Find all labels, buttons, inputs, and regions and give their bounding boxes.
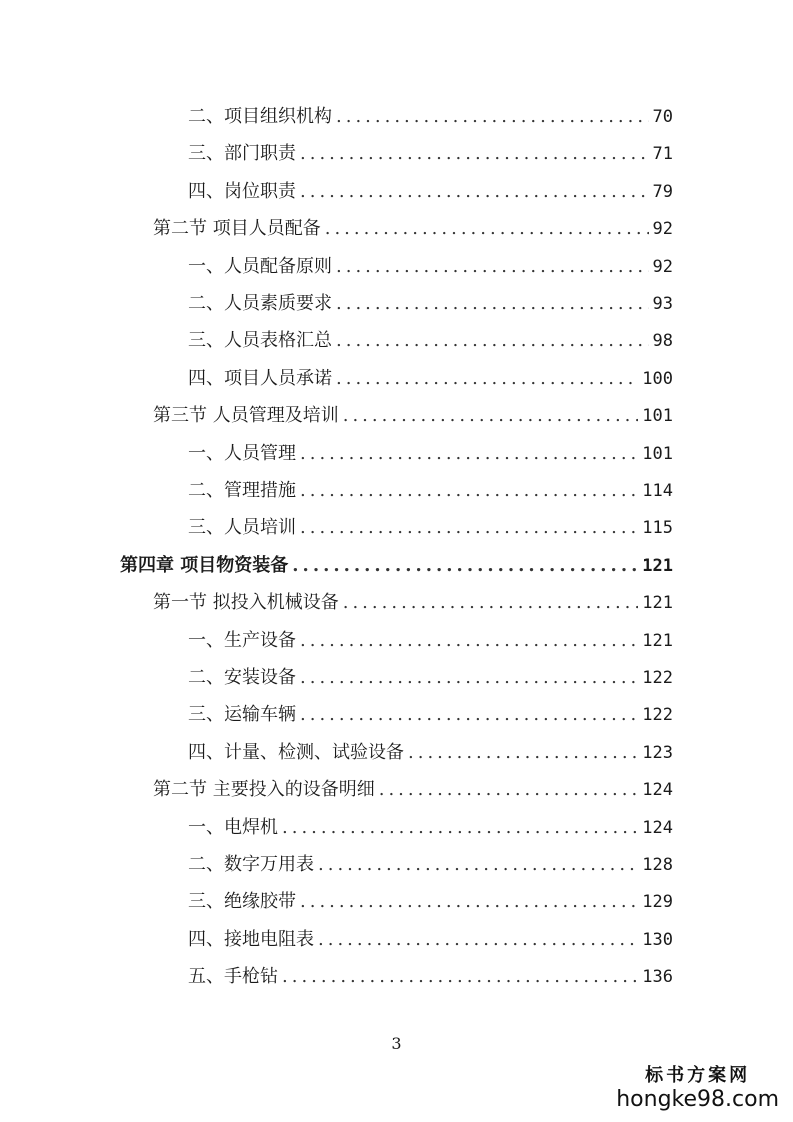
toc-leader-dots bbox=[318, 854, 638, 875]
toc-entry-page-number: 124 bbox=[642, 780, 673, 801]
toc-entry-title: 三、绝缘胶带 bbox=[188, 891, 296, 913]
toc-leader-dots bbox=[325, 218, 649, 239]
toc-leader-dots bbox=[343, 592, 639, 613]
toc-entry[interactable] bbox=[188, 663, 673, 693]
toc-entry-page-number: 121 bbox=[642, 630, 673, 651]
toc-entry-title: 第二节 主要投入的设备明细 bbox=[153, 779, 375, 801]
toc-entry[interactable] bbox=[188, 887, 673, 917]
toc-leader-dots bbox=[300, 480, 638, 501]
toc-entry[interactable] bbox=[188, 850, 673, 880]
toc-entry-title: 四、计量、检测、试验设备 bbox=[188, 741, 404, 763]
toc-leader-dots bbox=[300, 517, 638, 538]
toc-entry[interactable] bbox=[188, 700, 673, 730]
watermark-site-name: 标书方案网 bbox=[645, 1065, 751, 1086]
toc-leader-dots bbox=[300, 143, 649, 164]
toc-entry-page-number: 93 bbox=[652, 294, 673, 314]
toc-leader-dots bbox=[282, 817, 638, 838]
toc-entry-title: 三、运输车辆 bbox=[188, 704, 296, 726]
toc-entry-title: 二、管理措施 bbox=[188, 480, 296, 501]
toc-entry[interactable] bbox=[188, 364, 673, 394]
toc-leader-dots bbox=[336, 368, 638, 389]
toc-entry-page-number: 124 bbox=[642, 817, 673, 838]
toc-entry-page-number: 101 bbox=[642, 406, 673, 427]
toc-entry-title: 二、项目组织机构 bbox=[188, 106, 332, 127]
toc-entry-page-number: 128 bbox=[642, 855, 673, 875]
toc-entry-title: 一、生产设备 bbox=[188, 629, 296, 651]
toc-entry-page-number: 121 bbox=[642, 593, 673, 614]
toc-entry[interactable] bbox=[188, 139, 673, 169]
toc-entry-title: 四、接地电阻表 bbox=[188, 928, 314, 950]
toc-leader-dots bbox=[336, 293, 649, 314]
toc-entry-title: 四、岗位职责 bbox=[188, 180, 296, 202]
toc-entry-title: 第二节 项目人员配备 bbox=[153, 218, 321, 240]
toc-entry-title: 三、人员培训 bbox=[188, 517, 296, 539]
toc-entry-title: 一、人员管理 bbox=[188, 442, 296, 464]
toc-leader-dots bbox=[300, 630, 638, 651]
toc-entry[interactable] bbox=[188, 813, 673, 843]
toc-entry-title: 第一节 拟投入机械设备 bbox=[153, 592, 339, 614]
toc-entry-page-number: 130 bbox=[642, 929, 673, 950]
toc-entry[interactable] bbox=[153, 214, 673, 244]
toc-entry-title: 五、手枪钻 bbox=[188, 966, 278, 988]
toc-entry[interactable] bbox=[153, 775, 673, 805]
toc-leader-dots bbox=[292, 555, 638, 576]
toc-entry-page-number: 92 bbox=[652, 219, 673, 240]
watermark bbox=[616, 1061, 779, 1112]
toc-entry-page-number: 101 bbox=[642, 443, 673, 464]
toc-entry-title: 二、人员素质要求 bbox=[188, 293, 332, 314]
toc-leader-dots bbox=[300, 667, 638, 688]
toc-entry-title: 第三节 人员管理及培训 bbox=[153, 405, 339, 427]
toc-entry-title: 一、人员配备原则 bbox=[188, 255, 332, 277]
toc-entry-title: 二、数字万用表 bbox=[188, 854, 314, 875]
toc-entry[interactable] bbox=[188, 476, 673, 506]
toc-entry[interactable] bbox=[188, 326, 673, 356]
toc-entry[interactable] bbox=[188, 439, 673, 469]
toc-leader-dots bbox=[318, 929, 638, 950]
toc-entry[interactable] bbox=[188, 289, 673, 319]
toc-entry-page-number: 115 bbox=[642, 518, 673, 539]
toc-leader-dots bbox=[300, 181, 649, 202]
toc-entry-page-number: 122 bbox=[642, 668, 673, 688]
toc-entry-title: 四、项目人员承诺 bbox=[188, 367, 332, 389]
toc-entry[interactable] bbox=[188, 738, 673, 768]
toc-entry-page-number: 136 bbox=[642, 967, 673, 988]
toc-entry-page-number: 92 bbox=[652, 256, 673, 277]
toc-entry-page-number: 114 bbox=[642, 481, 673, 501]
toc-entry[interactable] bbox=[188, 626, 673, 656]
toc-leader-dots bbox=[300, 704, 638, 725]
toc-entry-title: 第四章 项目物资装备 bbox=[120, 554, 289, 576]
toc-entry[interactable] bbox=[188, 925, 673, 955]
toc-entry[interactable] bbox=[120, 551, 673, 581]
toc-leader-dots bbox=[300, 891, 638, 912]
toc-leader-dots bbox=[343, 405, 639, 426]
toc-entry-page-number: 123 bbox=[642, 742, 673, 763]
toc-entry-title: 一、电焊机 bbox=[188, 816, 278, 838]
toc-entry-page-number: 129 bbox=[642, 892, 673, 913]
toc-entry[interactable] bbox=[188, 102, 673, 132]
watermark-url: hongke98.com bbox=[616, 1087, 779, 1112]
toc-entry[interactable] bbox=[188, 252, 673, 282]
toc-leader-dots bbox=[336, 330, 649, 351]
toc-entry-page-number: 121 bbox=[642, 555, 673, 576]
toc-leader-dots bbox=[408, 742, 638, 763]
toc-entry[interactable] bbox=[188, 513, 673, 543]
page-number: 3 bbox=[391, 1034, 402, 1053]
toc-entry-page-number: 70 bbox=[652, 107, 673, 127]
toc-entry-page-number: 98 bbox=[652, 331, 673, 352]
toc-entry-page-number: 122 bbox=[642, 705, 673, 726]
toc-entry[interactable] bbox=[153, 401, 673, 431]
toc-leader-dots bbox=[379, 779, 639, 800]
toc-leader-dots bbox=[300, 443, 638, 464]
toc-entry[interactable] bbox=[188, 177, 673, 207]
toc-entry-title: 二、安装设备 bbox=[188, 667, 296, 688]
toc-entry[interactable] bbox=[153, 588, 673, 618]
toc-entry-title: 三、人员表格汇总 bbox=[188, 330, 332, 352]
toc-leader-dots bbox=[282, 966, 638, 987]
toc-leader-dots bbox=[336, 106, 649, 127]
toc-entry-page-number: 79 bbox=[652, 181, 673, 202]
toc-leader-dots bbox=[336, 256, 649, 277]
toc-entry-page-number: 100 bbox=[642, 368, 673, 389]
toc-entry[interactable] bbox=[188, 962, 673, 992]
toc-entry-title: 三、部门职责 bbox=[188, 143, 296, 165]
toc-entry-page-number: 71 bbox=[652, 144, 673, 165]
